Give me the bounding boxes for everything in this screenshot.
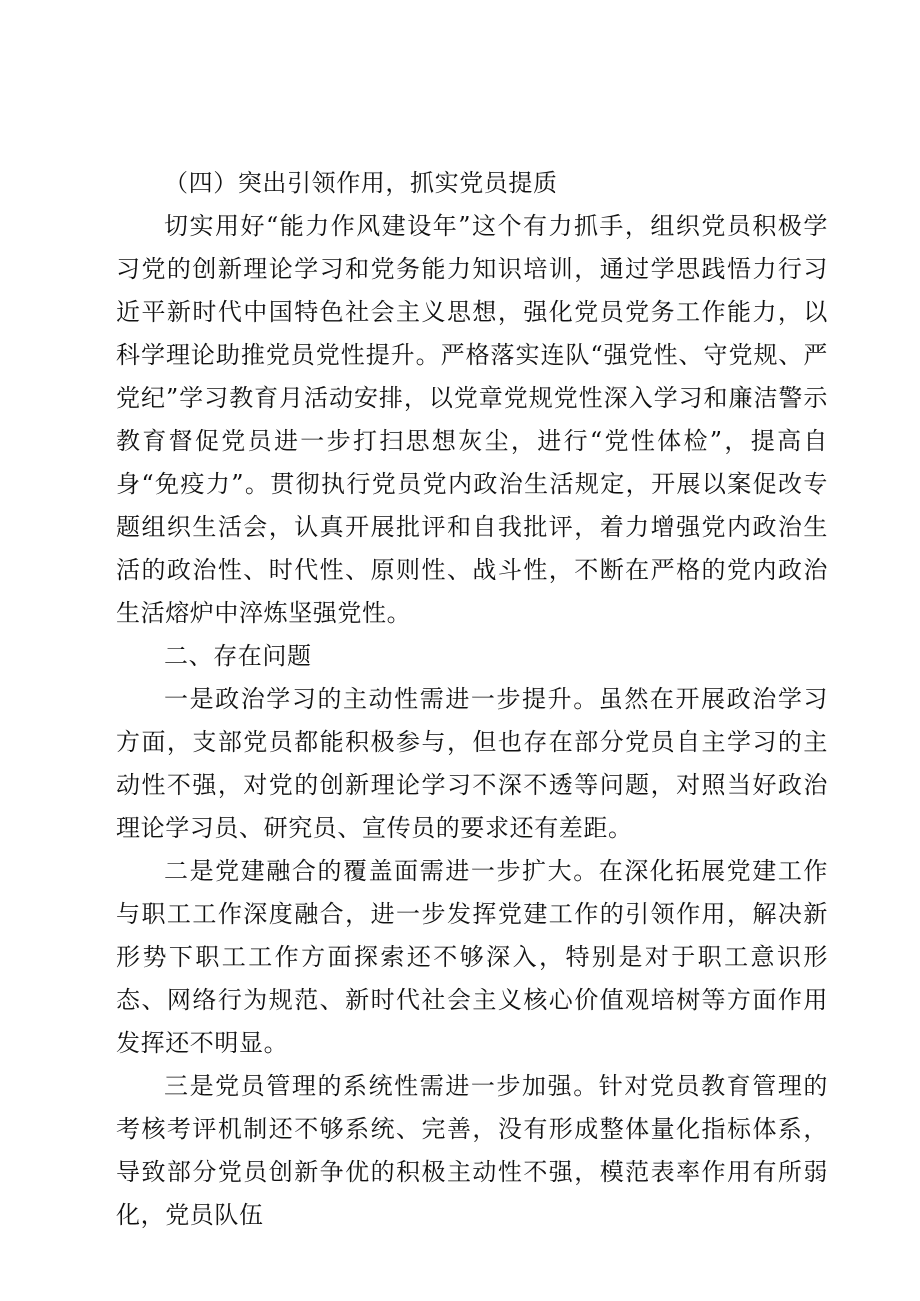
- paragraph: 二是党建融合的覆盖面需进一步扩大。在深化拓展党建工作与职工工作深度融合，进一步发挥党建工作的引领作用，解决新形势下职工工作方面探索还不够深入，特别是对于职工意识形态、网络行为规范、新时代社会主义核心价值观培树等方面作用发挥还不明显。: [116, 857, 828, 1057]
- paragraph: 切实用好“能力作风建设年”这个有力抓手，组织党员积极学习党的创新理论学习和党务能力知识培训，通过学思践悟力行习近平新时代中国特色社会主义思想，强化党员党务工作能力，以科学理论助推党员党性提升。严格落实连队“强党性、守党规、严党纪”学习教育月活动安排，以党章党规党性深入学习和廉洁警示教育督促党员进一步打扫思想灰尘，进行“党性体检”，提高自身“免疫力”。贯彻执行党员党内政治生活规定，开展以案促改专题组织生活会，认真开展批评和自我批评，着力增强党内政治生活的政治性、时代性、原则性、战斗性，不断在严格的党内政治生活熔炉中淬炼坚强党性。: [116, 212, 828, 627]
- document-body: [116, 162, 828, 1237]
- section-heading: 二、存在问题: [164, 642, 312, 670]
- paragraph: 三是党员管理的系统性需进一步加强。针对党员教育管理的考核考评机制还不够系统、完善，没有形成整体量化指标体系，导致部分党员创新争优的积极主动性不强，模范表率作用有所弱化，党员队伍: [116, 1072, 828, 1229]
- subsection-heading: （四）突出引领作用，抓实党员提质: [164, 169, 558, 197]
- paragraph: 一是政治学习的主动性需进一步提升。虽然在开展政治学习方面，支部党员都能积极参与，但也存在部分党员自主学习的主动性不强，对党的创新理论学习不深不透等问题，对照当好政治理论学习员、研究员、宣传员的要求还有差距。: [116, 685, 828, 842]
